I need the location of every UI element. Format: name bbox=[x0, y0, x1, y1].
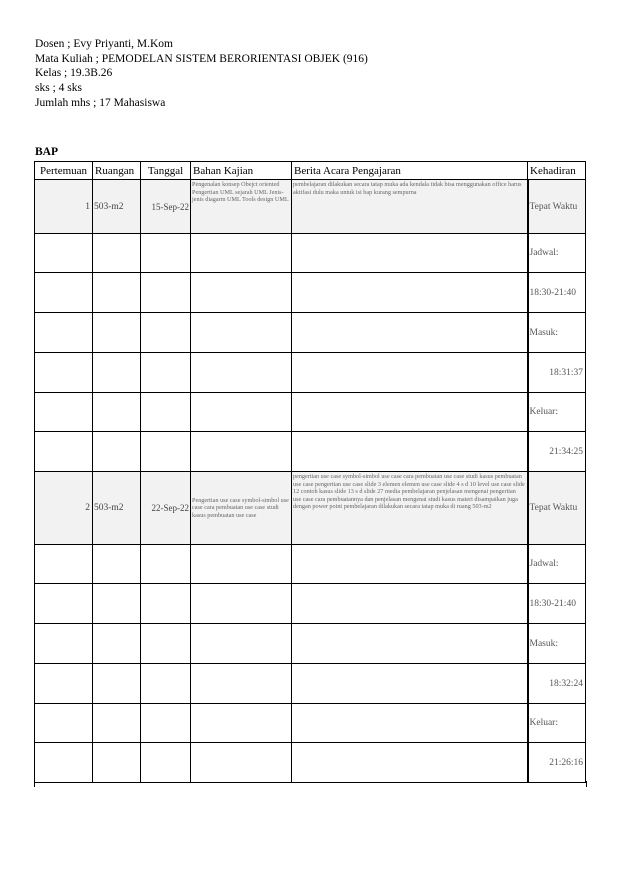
table-row bbox=[35, 472, 586, 545]
topic-cell: Pengertian use case symbol-simbol use case cara pembuatan use case studi kasus pembuatan use case bbox=[191, 472, 292, 545]
report-cell: pembelajaran dilakukan secara tatap muka ada kendala tidak bisa menggunakan office harus aktifasi dulu maka untuk isi bap kurang sempurna bbox=[292, 180, 528, 234]
table-row bbox=[35, 624, 586, 664]
col-header-bahan-kajian: Bahan Kajian bbox=[191, 162, 292, 180]
table-row bbox=[35, 584, 586, 624]
schedule-value: 18:30-21:40 bbox=[528, 273, 586, 313]
col-header-ruangan: Ruangan bbox=[93, 162, 141, 180]
schedule-value: 18:30-21:40 bbox=[528, 584, 586, 624]
checkout-label: Keluar: bbox=[528, 704, 586, 743]
checkin-time: 18:31:37 bbox=[528, 353, 586, 393]
col-header-kehadiran: Kehadiran bbox=[528, 162, 586, 180]
date-cell: 22-Sep-22 bbox=[141, 472, 191, 545]
checkin-time: 18:32:24 bbox=[528, 664, 586, 704]
lecturer-line: Dosen ; Evy Priyanti, M.Kom bbox=[35, 38, 173, 50]
col-header-pertemuan: Pertemuan bbox=[35, 162, 93, 180]
checkout-label: Keluar: bbox=[528, 393, 586, 432]
table-row bbox=[35, 313, 586, 353]
table-row bbox=[35, 704, 586, 743]
bap-table bbox=[34, 161, 586, 783]
attendance-status: Tepat Waktu bbox=[528, 180, 586, 234]
table-row bbox=[35, 393, 586, 432]
section-title: BAP bbox=[35, 146, 58, 158]
table-row bbox=[35, 234, 586, 273]
session-number: 2 bbox=[35, 472, 93, 545]
table-row bbox=[35, 180, 586, 234]
table-continuation bbox=[34, 781, 587, 787]
schedule-label: Jadwal: bbox=[528, 234, 586, 273]
students-line: Jumlah mhs ; 17 Mahasiswa bbox=[35, 97, 166, 109]
session-number: 1 bbox=[35, 180, 93, 234]
checkin-label: Masuk: bbox=[528, 624, 586, 664]
attendance-status: Tepat Waktu bbox=[528, 472, 586, 545]
checkout-time: 21:26:16 bbox=[528, 743, 586, 783]
room-cell: 503-m2 bbox=[93, 472, 141, 545]
table-row bbox=[35, 545, 586, 584]
table-row bbox=[35, 743, 586, 783]
table-row bbox=[35, 432, 586, 472]
date-cell: 15-Sep-22 bbox=[141, 180, 191, 234]
topic-cell: Pengenalan konsep Obejct oriented Pengertian UML sejarah UML Jenis-jenis diagarm UML Tools design UML bbox=[191, 180, 292, 234]
table-row bbox=[35, 273, 586, 313]
table-row bbox=[35, 353, 586, 393]
schedule-label: Jadwal: bbox=[528, 545, 586, 584]
table-row bbox=[35, 664, 586, 704]
table-header-row bbox=[35, 162, 586, 180]
checkout-time: 21:34:25 bbox=[528, 432, 586, 472]
room-cell: 503-m2 bbox=[93, 180, 141, 234]
class-line: Kelas ; 19.3B.26 bbox=[35, 67, 113, 79]
col-header-berita-acara: Berita Acara Pengajaran bbox=[292, 162, 528, 180]
checkin-label: Masuk: bbox=[528, 313, 586, 353]
course-line: Mata Kuliah ; PEMODELAN SISTEM BERORIENTASI OBJEK (916) bbox=[35, 53, 368, 65]
report-cell: pengertian use case symbol-simbol use case cara pembuatan use case studi kasus pembuatan use case pengertian use case slide 3 elemen elemen use case slide 4 s d 10 level use case slide 12 contoh kasus slide 13 s d slide 27 media pembelajaran penjelasan mengenai pengertian use case cara pembuatannya dan penjelasan mengenai studi kasus materi disampaikan juga dengan power point pembelajaran dilakukan secara tatap muka di ruang 503-m2 bbox=[292, 472, 528, 545]
credits-line: sks ; 4 sks bbox=[35, 82, 82, 94]
col-header-tanggal: Tanggal bbox=[141, 162, 191, 180]
